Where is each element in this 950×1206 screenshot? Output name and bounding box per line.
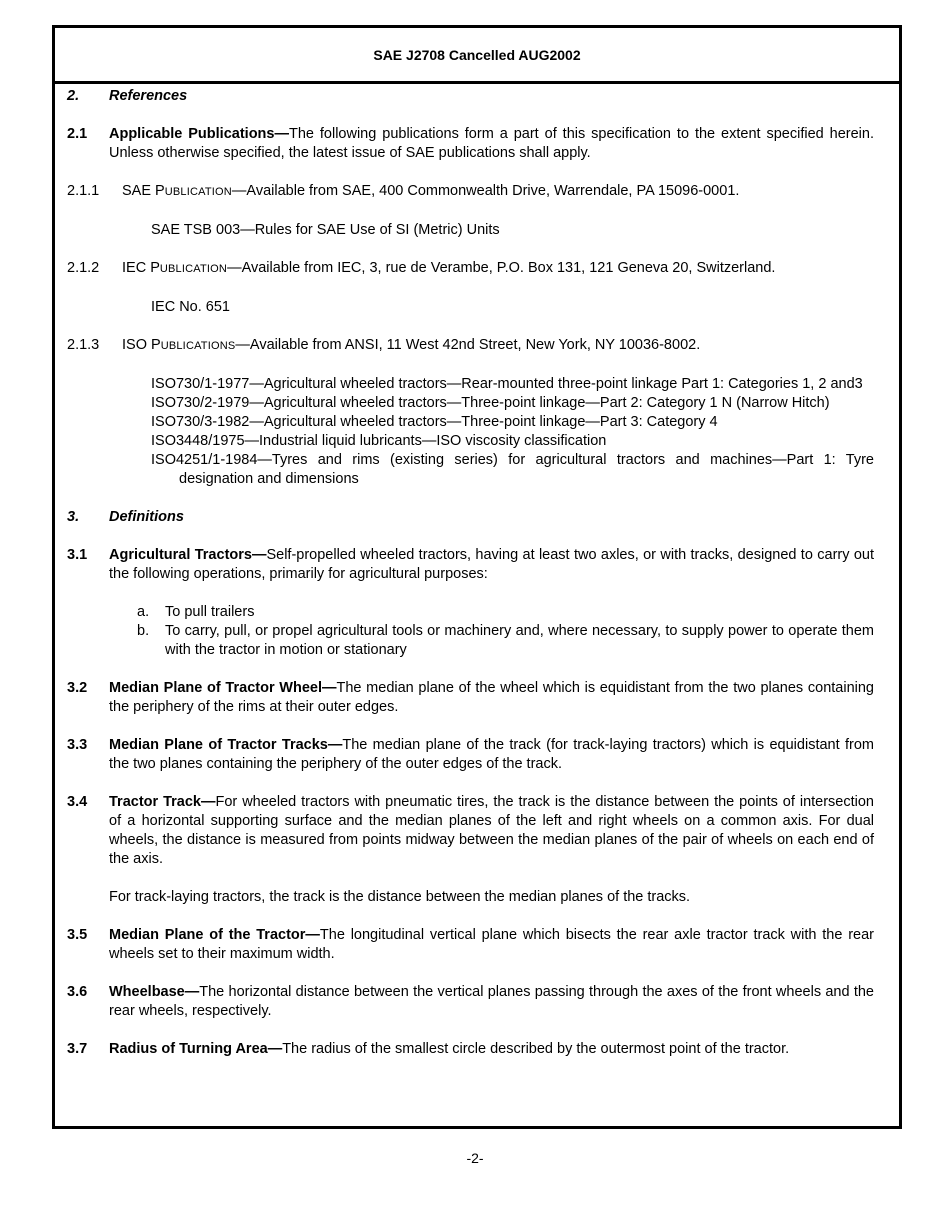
para-3-3: 3.3 Median Plane of Tractor Tracks—The median plane of the track (for track-laying tractors) which is equidistant from the two planes containing the periphery of the outer edges of the track.	[67, 737, 874, 772]
document-body	[67, 87, 874, 1059]
list-item: b. To carry, pull, or propel agricultural tools or machinery and, where necessary, to supply power to operate them with the tractor in motion or stationary	[137, 623, 874, 658]
page-header: SAE J2708 Cancelled AUG2002	[55, 28, 899, 84]
para-2-1-2: 2.1.2 IEC PUBLICATION—Available from IEC, 3, rue de Verambe, P.O. Box 131, 121 Geneva 20, Switzerland.	[67, 260, 776, 276]
para-2-1: 2.1 Applicable Publications—The following publications form a part of this specification to the extent specified herein. Unless otherwise specified, the latest issue of SAE publications shall apply.	[67, 126, 874, 161]
para-3-1: 3.1 Agricultural Tractors—Self-propelled wheeled tractors, having at least two axles, or with tracks, designed to carry out the following operations, primarily for agricultural purposes:	[67, 547, 875, 582]
iec-reference: IEC No. 651	[151, 299, 230, 315]
sae-reference: SAE TSB 003—Rules for SAE Use of SI (Metric) Units	[151, 222, 500, 238]
para-3-2: 3.2 Median Plane of Tractor Wheel—The median plane of the wheel which is equidistant from the two planes containing the periphery of the rims at their outer edges.	[67, 680, 874, 715]
page-number: -2-	[466, 1150, 484, 1166]
para-3-6: 3.6 Wheelbase—The horizontal distance between the vertical planes passing through the axes of the front wheels and the rear wheels, respectively.	[67, 984, 874, 1019]
iso-reference: ISO730/2-1979—Agricultural wheeled tractors—Three-point linkage—Part 2: Category 1 N (Narrow Hitch)	[151, 395, 830, 411]
para-3-5: 3.5 Median Plane of the Tractor—The longitudinal vertical plane which bisects the rear axle tractor track with the rear wheels set to their maximum width.	[67, 927, 874, 962]
operations-list	[137, 603, 874, 660]
iso-reference: ISO3448/1975—Industrial liquid lubricants—ISO viscosity classification	[151, 433, 607, 449]
iso-reference: ISO730/3-1982—Agricultural wheeled tractors—Three-point linkage—Part 3: Category 4	[151, 414, 718, 430]
para-3-4-continued: For track-laying tractors, the track is the distance between the median planes of the tracks.	[109, 889, 691, 905]
para-3-4: 3.4 Tractor Track—For wheeled tractors with pneumatic tires, the track is the distance between the points of intersection of a horizontal supporting surface and the median planes of the left and right wheels on a common axis. For dual wheels, the distance is measured from points midway between the median planes of the pair of wheels on each end of the axis.	[67, 794, 874, 867]
list-item: a. To pull trailers	[137, 604, 255, 620]
para-3-7: 3.7 Radius of Turning Area—The radius of the smallest circle described by the outermost point of the tractor.	[67, 1041, 790, 1057]
para-2-1-1: 2.1.1 SAE PUBLICATION—Available from SAE, 400 Commonwealth Drive, Warrendale, PA 15096-0001.	[67, 183, 740, 199]
para-2-1-3: 2.1.3 ISO PUBLICATIONS—Available from ANSI, 11 West 42nd Street, New York, NY 10036-8002.	[67, 337, 701, 353]
section-references-heading: 2. References	[67, 88, 188, 104]
section-definitions-heading: 3. Definitions	[67, 509, 184, 525]
iso-reference: ISO4251/1-1984—Tyres and rims (existing series) for agricultural tractors and machines—Part 1: Tyre designation and dimensions	[151, 452, 874, 487]
iso-reference: ISO730/1-1977—Agricultural wheeled tractors—Rear-mounted three-point linkage Part 1: Categories 1, 2 and3	[151, 376, 863, 392]
document-frame	[52, 25, 902, 1129]
